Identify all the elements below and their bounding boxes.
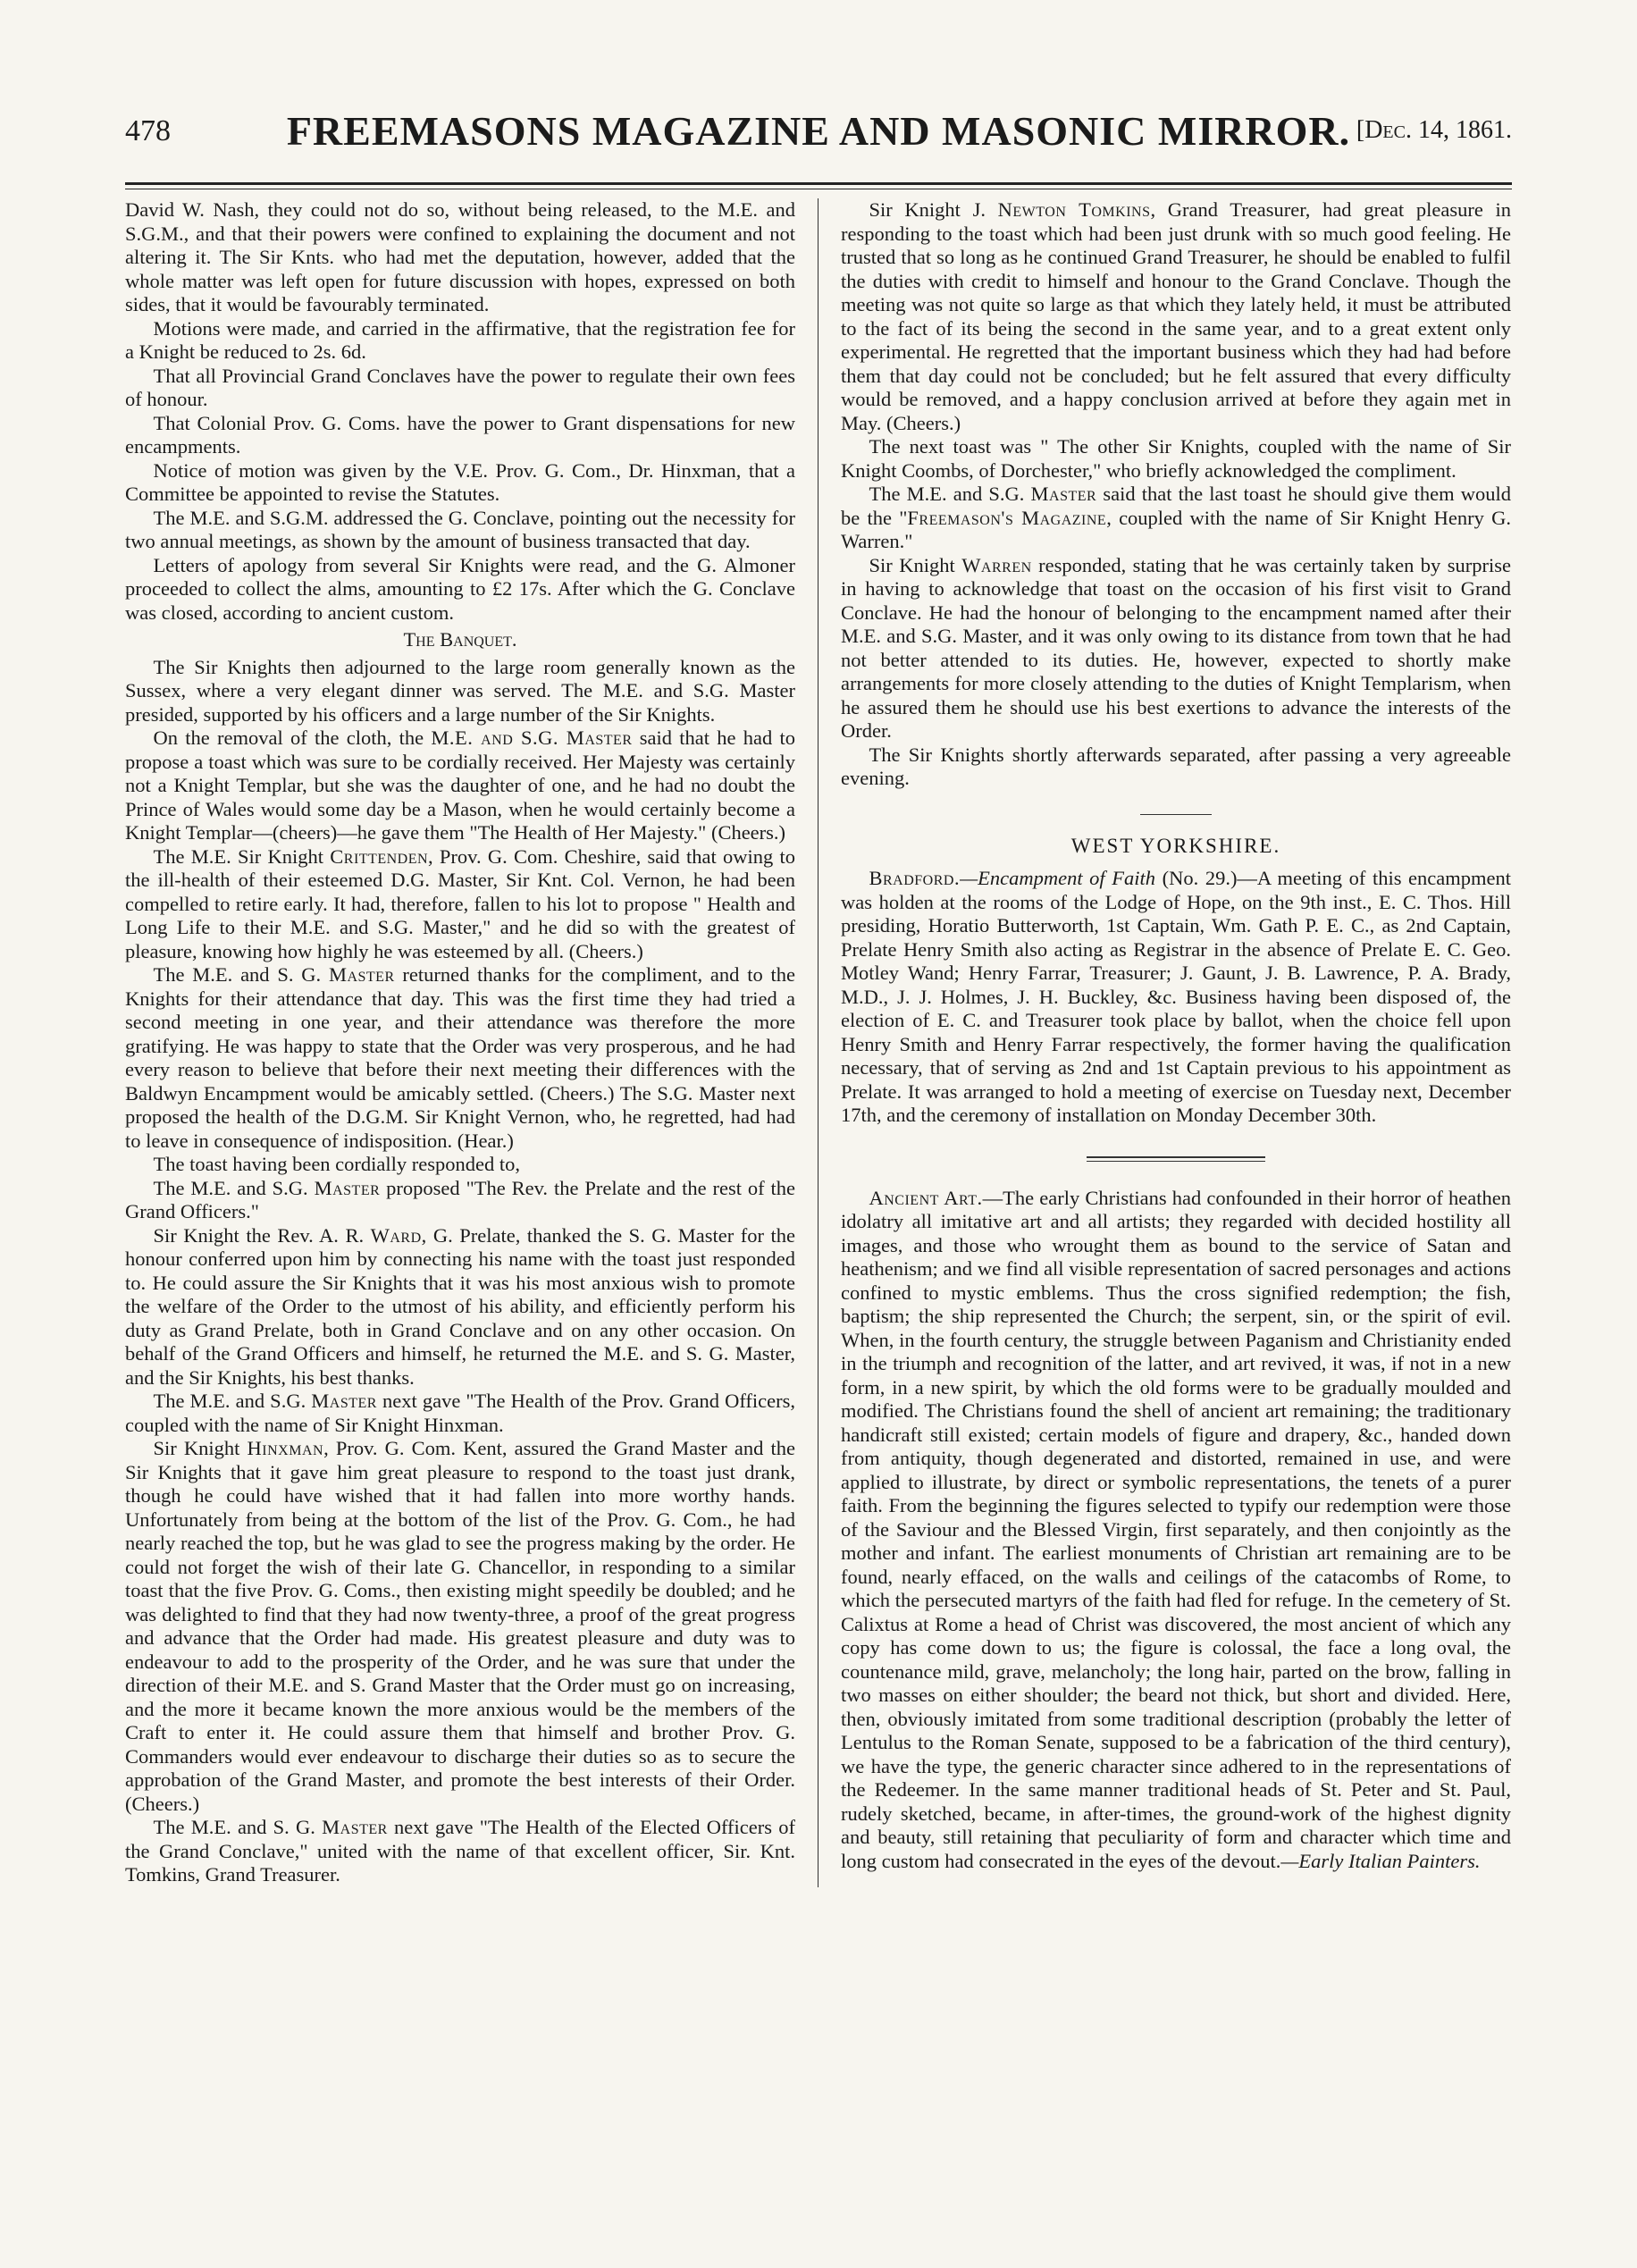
paragraph: The M.E. and S.G. Master proposed "The Rev. the Prelate and the rest of the Grand Officers.": [125, 1176, 795, 1222]
right-column: [818, 198, 1511, 1887]
paragraph: Letters of apology from several Sir Knights were read, and the G. Almoner proceeded to collect the alms, amounting to £2 17s. After which the G. Conclave was closed, according to ancient custom.: [125, 553, 795, 624]
paragraph: Notice of motion was given by the V.E. Prov. G. Com., Dr. Hinxman, that a Committee be appointed to revise the Statutes.: [125, 458, 795, 505]
left-column: [125, 198, 818, 1887]
paragraph: Sir Knight Hinxman, Prov. G. Com. Kent, assured the Grand Master and the Sir Knights that it gave him great pleasure to respond to the toast just drank, though he could have wished that it had fallen into more worthy hands. Unfortunately from being at the bottom of the list of the Prov. G. Com., he had nearly reached the top, but he was glad to see the progress making by the order. He could not forget the wish of their late G. Chancellor, in responding to a similar toast that the five Prov. G. Coms., then existing might speedily be doubled; and he was delighted to find that they had now twenty-three, a proof of the great progress and advance that the Order had made. His greatest pleasure and duty was to endeavour to add to the prosperity of the Order, and he was sure that under the direction of their M.E. and S. Grand Master that the Order must go on increasing, and the more it became known the more anxious would be the members of the Craft to enter it. He could assure them that himself and brother Prov. G. Commanders would ever endeavour to discharge their duties so as to secure the approbation of the Grand Master, and promote the best interests of their Order. (Cheers.): [125, 1437, 796, 1815]
paragraph: Sir Knight the Rev. A. R. Ward, G. Prelate, thanked the S. G. Master for the honour conferred upon him by connecting his name with the toast just responded to. He could assure the Sir Knights that it was his most anxious wish to promote the welfare of the Order to the utmost of his ability, and efficiently perform his duty as Grand Prelate, both in Grand Conclave and on any other occasion. On behalf of the Grand Officers and himself, he returned the M.E. and S. G. Master, and the Sir Knights, his best thanks.: [125, 1223, 795, 1389]
paragraph: Sir Knight J. Newton Tomkins, Grand Treasurer, had great pleasure in responding to the toast which had been just drunk with so much good feeling. He trusted that so long as he continued Grand Treasurer, he should be enabled to fulfil the duties with credit to himself and honour to the Grand Conclave. Though the meeting was not quite so large as that which they lately held, it must be attributed to the fact of its being the second in the same year, and to a great extent only experimental. He regretted that the important business which they had had before them that day could not be concluded; but he felt assured that every difficulty would be removed, and a happy conclusion arrived at before they again met in May. (Cheers.): [841, 198, 1511, 434]
paragraph: The toast having been cordially responded to,: [153, 1153, 521, 1175]
section-title-west-yorkshire: WEST YORKSHIRE.: [1070, 834, 1281, 857]
paragraph: That all Provincial Grand Conclaves have the power to regulate their own fees of honour.: [125, 364, 795, 410]
paragraph: The M.E. and S. G. Master returned thanks for the compliment, and to the Knights for their attendance that day. This was the first time they had tried a second meeting in one year, and their attendance was therefore the more gratifying. He was happy to state that the Order was very prosperous, and he had every reason to believe that before their next meeting their differences with the Baldwyn Encampment would be amicably settled. (Cheers.) The S.G. Master next proposed the health of the D.G.M. Sir Knight Vernon, who, he regretted, had had to leave in consequence of indisposition. (Hear.): [125, 963, 795, 1152]
paragraph: The M.E. Sir Knight Crittenden, Prov. G. Com. Cheshire, said that owing to the ill-health of their esteemed D.G. Master, Sir Knt. Col. Vernon, he had been compelled to retire early. It had, therefore, fallen to his lot to propose " Health and Long Life to their M.E. and S.G. Master," and he did so with the greatest of pleasure, knowing how highly he was esteemed by all. (Cheers.): [125, 844, 795, 962]
paragraph: Motions were made, and carried in the affirmative, that the registration fee for a Knight be reduced to 2s. 6d.: [125, 316, 795, 363]
paragraph: That Colonial Prov. G. Coms. have the power to Grant dispensations for new encampments.: [125, 411, 795, 458]
paragraph: The M.E. and S. G. Master next gave "The Health of the Elected Officers of the Grand Conclave," united with the name of that excellent officer, Sir. Knt. Tomkins, Grand Treasurer.: [125, 1816, 795, 1886]
section-heading-banquet: The Banquet.: [403, 628, 517, 651]
paragraph: David W. Nash, they could not do so, without being released, to the M.E. and S.G.M., and that their powers were confined to explaining the document and not altering it. The Sir Knts. who had met the deputation, however, added that the whole matter was left open for future discussion with hopes, expressed on both sides, that it would be favourably terminated.: [125, 198, 795, 315]
paragraph: The M.E. and S.G. Master next gave "The Health of the Prov. Grand Officers, coupled with the name of Sir Knight Hinxman.: [125, 1390, 795, 1436]
header-rule: [125, 182, 1512, 189]
masthead: [125, 107, 1512, 179]
paragraph: The M.E. and S.G.M. addressed the G. Conclave, pointing out the necessity for two annual meetings, as shown by the amount of business transacted that day.: [125, 506, 795, 552]
paragraph: The M.E. and S.G. Master said that the last toast he should give them would be the "Freemason's Magazine, coupled with the name of Sir Knight Henry G. Warren.": [841, 483, 1512, 552]
publication-title: FREEMASONS MAGAZINE AND MASONIC MIRROR.: [286, 108, 1351, 154]
paragraph: The Sir Knights then adjourned to the large room generally known as the Sussex, where a very elegant dinner was served. The M.E. and S.G. Master presided, supported by his officers and a large number of the Sir Knights.: [125, 655, 795, 726]
section-divider: [1140, 814, 1212, 815]
paragraph: Bradford.—Encampment of Faith (No. 29.)—A meeting of this encampment was holden at the rooms of the Lodge of Hope, on the 9th inst., E. C. Thos. Hill presiding, Horatio Butterworth, 1st Captain, Wm. Gath P. E. C., as 2nd Captain, Prelate Henry Smith also acting as Registrar in the absence of Prelate E. C. Geo. Motley Wand; Henry Farrar, Treasurer; J. Gaunt, J. B. Lawrence, P. A. Brady, M.D., J. J. Holmes, J. H. Buckley, &c. Business having been disposed of, the election of E. C. and Treasurer took place by ballot, when the choice fell upon Henry Smith and Henry Farrar respectively, the former having the qualification necessary, that of serving as 2nd and 1st Captain previous to his appointment as Prelate. It was arranged to hold a meeting of exercise on Tuesday next, December 17th, and the ceremony of installation on Monday December 30th.: [841, 867, 1511, 1126]
article-columns: [125, 198, 1512, 1887]
paragraph: The Sir Knights shortly afterwards separated, after passing a very agreeable evening.: [841, 743, 1511, 789]
paragraph: Ancient Art.—The early Christians had confounded in their horror of heathen idolatry all imitative art and all artists; they regarded with decided hostility all images, and those who wrought them as bound to the service of Satan and heathenism; and we find all visible representation of sacred personages and actions confined to mystic emblems. Thus the cross signified redemption; the fish, baptism; the ship represented the Church; the serpent, sin, or the spirit of evil. When, in the fourth century, the struggle between Paganism and Christianity ended in the triumph and recognition of the latter, and art revived, it was, if not in a new form, in a new spirit, by which the old forms were to be gradually moulded and modified. The Christians found the shell of ancient art remaining; the traditionary handicraft still existed; certain models of figure and drapery, &c., handed down from antiquity, though degenerated and distorted, remained in use, and were applied to illustrate, by direct or symbolic representations, the tenets of a purer faith. From the beginning the figures selected to typify our redemption were those of the Saviour and the Blessed Virgin, first separately, and then conjointly as the mother and infant. The earliest monuments of Christian art remaining are to be found, nearly effaced, on the walls and ceilings of the catacombs of Rome, to which the persecuted martyrs of the faith had fled for refuge. In the cemetery of St. Calixtus at Rome a head of Christ was discovered, the most ancient of which any copy has come down to us; the figure is colossal, the face a long oval, the countenance mild, grave, melancholy; the long hair, parted on the brow, falling in two masses on either shoulder; the beard not thick, but short and divided. Here, then, obviously imitated from some traditional description (probably the letter of Lentulus to the Roman Senate, supposed to be a fabrication of the third century), we have the type, the generic character since adhered to in the representations of the Redeemer. In the same manner traditional heads of St. Peter and St. Paul, rudely sketched, became, in after-times, the ground-work of the highest dignity and beauty, still retaining that peculiarity of form and character which time and long custom had consecrated in the eyes of the devout.—Early Italian Painters.: [841, 1186, 1511, 1872]
paragraph: Sir Knight Warren responded, stating that he was certainly taken by surprise in having to acknowledge that toast on the occasion of his first visit to Grand Conclave. He had the honour of belonging to the encampment named after their M.E. and S.G. Master, and it was only owing to its distance from town that he had not better attended to its duties. He, however, expected to shortly make arrangements for more closely attending to the duties of Knight Templarism, when he assured them he should use his best exertions to advance the interests of the Order.: [841, 553, 1511, 742]
page-number: 478: [125, 114, 171, 147]
paragraph: On the removal of the cloth, the M.E. and S.G. Master said that he had to propose a toast which was sure to be cordially received. Her Majesty was certainly not a Knight Templar, but she was the daughter of one, and he had no doubt the Prince of Wales would some day be a Mason, when he would certainly become a Knight Templar—(cheers)—he gave them "The Health of Her Majesty." (Cheers.): [125, 727, 795, 844]
section-divider-double: [1087, 1156, 1265, 1162]
paragraph: The next toast was " The other Sir Knights, coupled with the name of Sir Knight Coombs, of Dorchester," who briefly acknowledged the compliment.: [841, 435, 1511, 482]
issue-date: [Dec. 14, 1861.: [1356, 116, 1512, 144]
